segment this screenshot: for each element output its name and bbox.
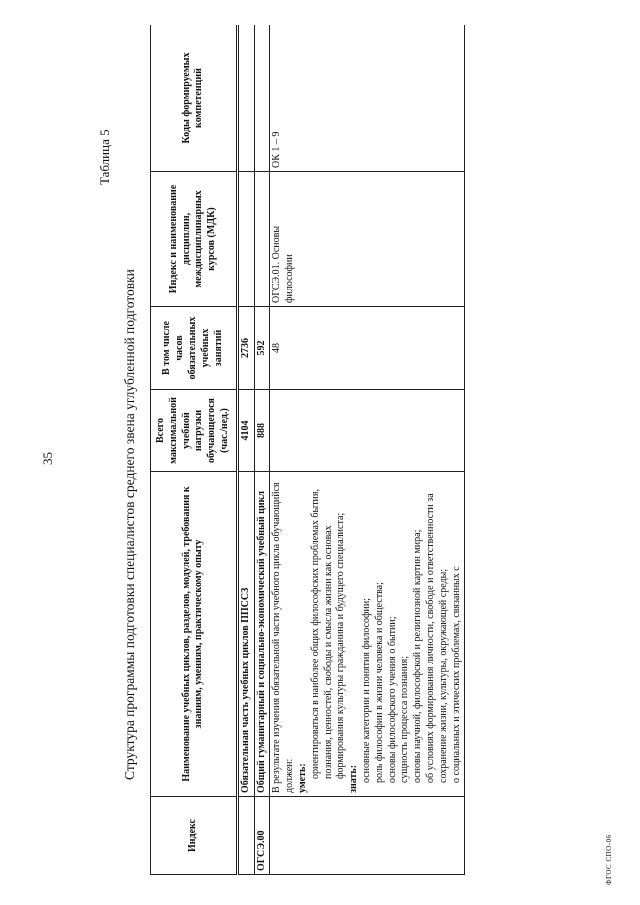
header-codes: Коды формируемых компетенций <box>151 25 238 172</box>
cell-name: Обязательная часть учебных циклов ППССЗ <box>237 472 254 797</box>
table-header-row <box>151 25 238 875</box>
cell-codes <box>254 25 270 172</box>
table-container <box>150 25 605 875</box>
page-number: 35 <box>40 452 55 465</box>
cell-discipline <box>237 172 254 307</box>
cell-index: ОГСЭ.00 <box>254 797 270 875</box>
knowledge-item: об условиях формирования личности, свободе и ответственности за сохранение жизни, культуры, окружающей среды; <box>424 493 449 783</box>
footer-code: ФГОС СПО-06 <box>605 834 613 885</box>
knowledge-heading: знать: <box>348 764 360 793</box>
skills-heading: уметь: <box>296 763 308 793</box>
cell-mandatory: 592 <box>254 307 270 390</box>
cell-codes: ОК 1 – 9 <box>270 25 465 172</box>
header-total: Всего максимальной учебной нагрузки обучающегося (час./нед.) <box>151 390 238 472</box>
knowledge-item: основы философского учения о бытии; <box>386 616 398 783</box>
table-label: Таблица 5 <box>97 129 112 185</box>
knowledge-item: роль философии в жизни человека и общества; <box>373 582 385 783</box>
knowledge-item: о социальных и этических проблемах, связанных с <box>450 566 462 783</box>
cell-mandatory: 2736 <box>237 307 254 390</box>
knowledge-item: сущность процесса познания; <box>399 656 411 783</box>
cell-codes <box>237 25 254 172</box>
table-row-discipline <box>270 25 465 875</box>
cell-requirements <box>270 472 465 797</box>
header-name: Наименование учебных циклов, разделов, модулей, требования к знаниям, умениям, практическому опыту <box>151 472 238 797</box>
table-title: Структура программы подготовки специалистов среднего звена углубленной подготовки <box>122 269 137 780</box>
program-structure-table <box>150 25 465 875</box>
knowledge-item: основные категории и понятия философии; <box>360 598 372 783</box>
cell-total <box>270 390 465 472</box>
knowledge-item: основы научной, философской и религиозной картин мира; <box>412 529 424 783</box>
cell-name: Общий гуманитарный и социально-экономический учебный цикл <box>254 472 270 797</box>
cell-total: 888 <box>254 390 270 472</box>
cell-index <box>270 797 465 875</box>
cell-discipline: ОГСЭ.01. Основы философии <box>270 172 465 307</box>
skill-item: ориентироваться в наиболее общих философских проблемах бытия, познания, ценностей, свободы и смысла жизни как основах формирования культуры гражданина и будущего специалиста; <box>309 488 347 779</box>
cell-mandatory: 48 <box>270 307 465 390</box>
header-mandatory: В том числе часов обязательных учебных занятий <box>151 307 238 390</box>
header-discipline: Индекс и наименование дисциплин, междисциплинарных курсов (МДК) <box>151 172 238 307</box>
cell-total: 4104 <box>237 390 254 472</box>
cell-discipline <box>254 172 270 307</box>
table-row-cycle <box>254 25 270 875</box>
cell-index <box>237 797 254 875</box>
requirements-intro: В результате изучения обязательной части учебного цикла обучающийся должен: <box>271 482 296 793</box>
header-index: Индекс <box>151 797 238 875</box>
table-row-main-part <box>237 25 254 875</box>
